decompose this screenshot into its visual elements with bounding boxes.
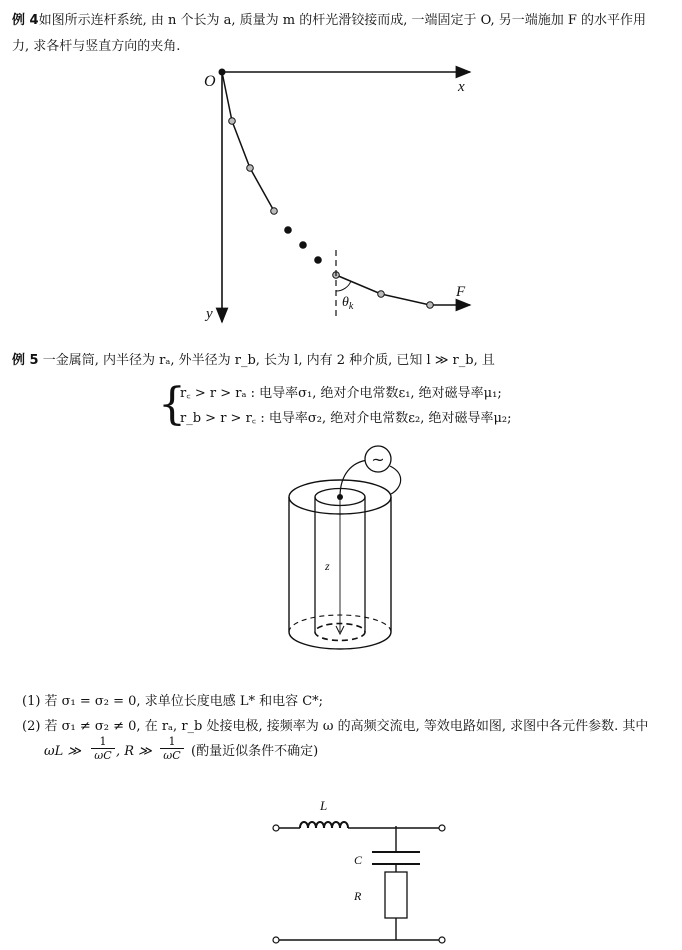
fraction-1-numerator: 1 [99, 735, 107, 748]
approximation-note: (酌量近似条件不确定) [191, 744, 319, 759]
condition-brace: { [158, 379, 186, 430]
terminal-bottom-right [439, 937, 445, 943]
fraction-1-denominator: ωC [91, 748, 115, 762]
question-1: (1) 若 σ₁ = σ₂ = 0, 求单位长度电感 L* 和电容 C*; [22, 694, 324, 709]
label-theta: $\theta_k$ [342, 295, 354, 312]
inequality-1-left: ωL ≫ [44, 744, 81, 759]
ex5-line1-text: 一金属筒, 内半径为 rₐ, 外半径为 r_b, 长为 l, 内有 2 种介质, 已知 l ≫ r_b, 且 [42, 353, 495, 368]
label-R: R [354, 889, 362, 903]
label-x: x [458, 79, 465, 95]
ex5-condition-1: r꜀ > r > rₐ : 电导率σ₁, 绝对介电常数ε₁, 绝对磁导率μ₁; [180, 386, 502, 401]
fraction-2-numerator: 1 [168, 735, 176, 748]
resistor-R [385, 872, 407, 918]
label-C: C [354, 853, 363, 867]
ac-source-symbol: ~ [371, 450, 385, 469]
label-z: z [325, 559, 330, 573]
label-O: O [204, 73, 216, 90]
label-L: L [320, 798, 328, 813]
terminal-top-left [273, 825, 279, 831]
ex4-line1-text: 如图所示连杆系统, 由 n 个长为 a, 质量为 m 的杆光滑铰接而成, 一端固定于 O, 另一端施加 F 的水平作用 [38, 13, 647, 28]
question-2-line1: (2) 若 σ₁ ≠ σ₂ ≠ 0, 在 rₐ, r_b 处接电极, 接频率为 ω 的高频交流电, 等效电路如图, 求图中各元件参数. 其中 [22, 719, 649, 734]
terminal-top-right [439, 825, 445, 831]
ex4-tag: 例 4 [12, 13, 39, 28]
label-F: F [456, 284, 466, 300]
ex5-condition-2: r_b > r > r꜀ : 电导率σ₂, 绝对介电常数ε₂, 绝对磁导率μ₂; [180, 411, 512, 426]
fraction-2-denominator: ωC [160, 748, 184, 762]
ex4-line2: 力, 求各杆与竖直方向的夹角. [12, 39, 181, 54]
inequality-2-left: , R ≫ [116, 744, 152, 759]
label-y: y [206, 306, 213, 322]
inductor-L [300, 822, 348, 828]
ex5-tag: 例 5 [12, 353, 39, 368]
terminal-bottom-left [273, 937, 279, 943]
